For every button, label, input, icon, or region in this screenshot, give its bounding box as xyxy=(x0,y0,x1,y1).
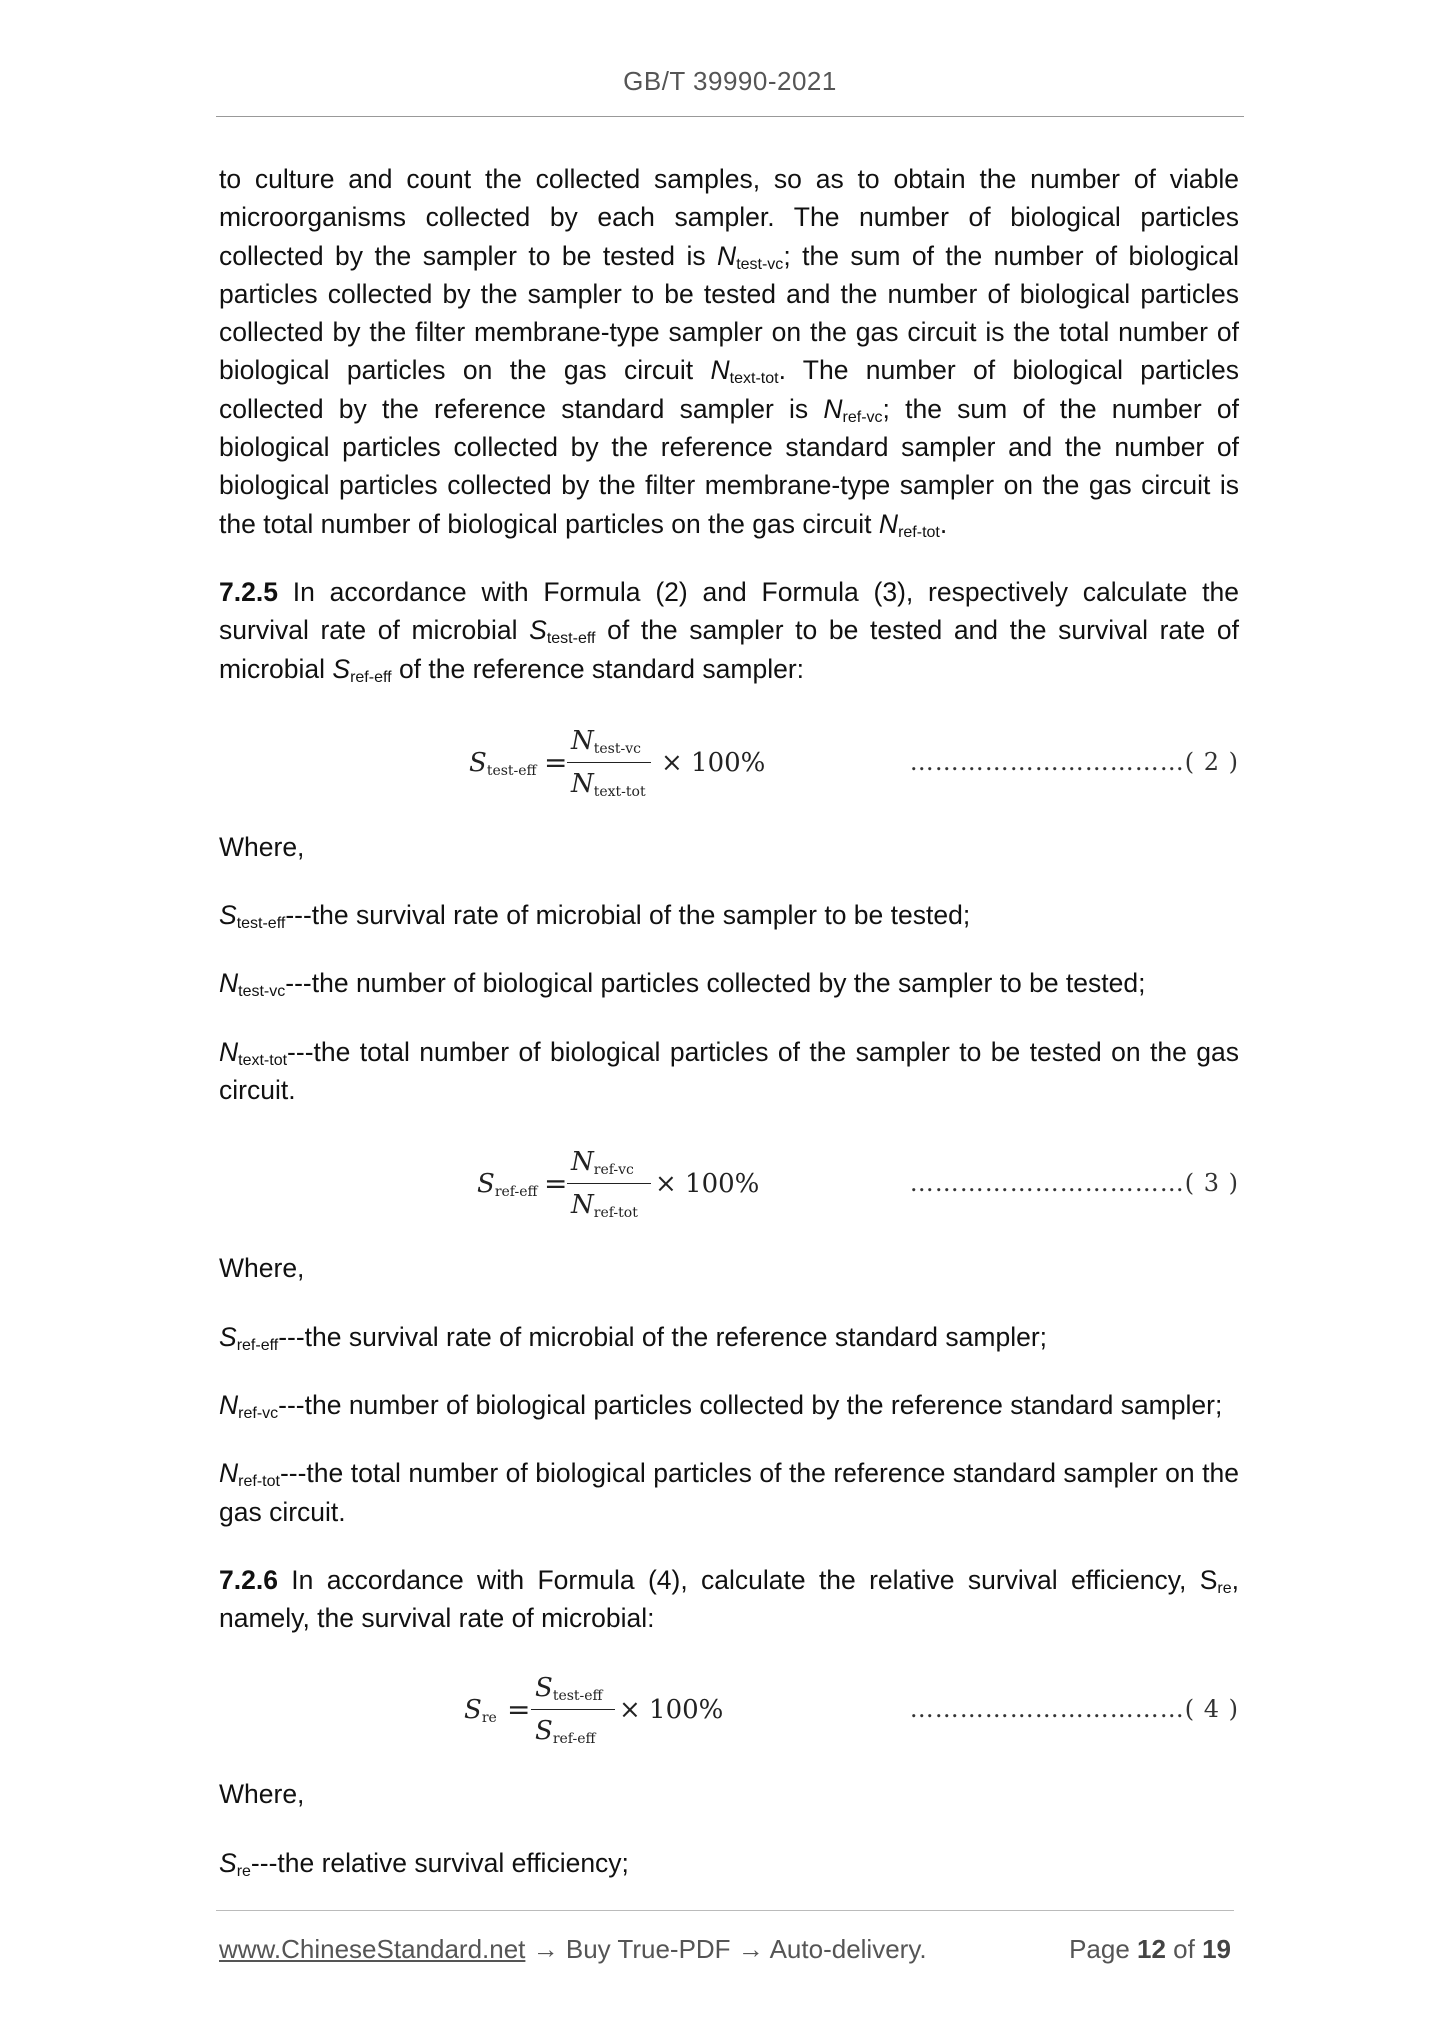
definition-item: $N_{text-tot}--$-the total number of biological particles of the sampler to be tested on the gas circuit. xyxy=(219,1036,1239,1106)
page-indicator: Page 12 of 19 xyxy=(1069,1934,1231,1964)
page-footer xyxy=(219,1934,1231,1965)
formula-number: ……………………………( 2 ) xyxy=(909,747,1239,776)
intro-paragraph: to culture and count the collected samples, so as to obtain the number of viable microorganisms collected by each sampler. The number of biological particles collected by the sampler to be tested is $N_{test-vc}$; the sum of the number of biological particles collected by the sampler to be tested and the number of biological particles collected by the filter membrane-type sampler on the gas circuit is the total number of biological particles on the gas circuit $N_{text-tot}$. The number of biological particles collected by the reference standard sampler is $N_{ref-vc}$; the sum of the number of biological particles collected by the reference standard sampler and the number of biological particles collected by the filter membrane-type sampler on the gas circuit is the total number of biological particles on the gas circuit $N_{ref-tot}$. xyxy=(219,164,1239,541)
fraction: $N_{test-vc}$ $N_{text-tot}$ xyxy=(567,722,651,803)
equals-sign: = xyxy=(544,1167,568,1201)
formula-number: ……………………………( 3 ) xyxy=(909,1169,1239,1198)
arrow-icon: → xyxy=(525,1934,566,1964)
fraction: $S_{test-eff}$ $S_{ref-eff}$ xyxy=(531,1669,615,1750)
fraction-bar xyxy=(531,1709,615,1710)
where-label: Where, xyxy=(219,1779,305,1810)
definition-item: $S_{test-eff}--$-the survival rate of microbial of the sampler to be tested; xyxy=(219,900,971,933)
formula-lhs: $S_{re}$ xyxy=(464,1695,497,1727)
definition-item: $N_{test-vc}--$-the number of biological particles collected by the sampler to be tested; xyxy=(219,968,1146,1001)
clause-7-2-6: 7.2.6 In accordance with Formula (4), calculate the relative survival efficiency, $S_{re}$, namely, the survival rate of microbial: xyxy=(219,1564,1239,1634)
formula-lhs: $S_{test-eff}$ xyxy=(469,747,537,779)
times-100-percent: × 100% xyxy=(619,1695,724,1726)
arrow-icon: → xyxy=(730,1934,770,1964)
fraction-bar xyxy=(567,1183,651,1184)
where-label: Where, xyxy=(219,831,305,862)
page-body xyxy=(219,160,1239,1882)
page-total: 19 xyxy=(1202,1934,1231,1964)
where-label: Where, xyxy=(219,1253,305,1284)
definition-item: $S_{ref-eff}--$-the survival rate of microbial of the reference standard sampler; xyxy=(219,1321,1048,1354)
times-100-percent: × 100% xyxy=(661,747,766,778)
clause-number: 7.2.6 xyxy=(219,1564,278,1595)
buy-pdf-text: Buy True-PDF xyxy=(565,1934,731,1964)
formula-4 xyxy=(219,1669,1239,1755)
equals-sign: = xyxy=(544,745,568,779)
clause-7-2-5: 7.2.5 In accordance with Formula (2) and Formula (3), respectively calculate the survival rate of microbial $S_{test-eff}$ of the sampler to be tested and the survival rate of microbial $S_{ref-eff}$ of the reference standard sampler: xyxy=(219,576,1239,686)
footer-divider xyxy=(216,1910,1234,1911)
definition-item: $S_{re}--$-the relative survival efficiency; xyxy=(219,1847,629,1880)
definition-item: $N_{ref-tot}--$-the total number of biological particles of the reference standard sampler on the gas circuit. xyxy=(219,1458,1239,1527)
fraction-bar xyxy=(567,762,651,763)
formula-3 xyxy=(219,1143,1239,1229)
document-header: GB/T 39990-2021 xyxy=(623,66,837,96)
definition-item: $N_{ref-vc}--$-the number of biological particles collected by the reference standard sampler; xyxy=(219,1389,1223,1422)
header-divider xyxy=(216,116,1244,117)
fraction: $N_{ref-vc}$ $N_{ref-tot}$ xyxy=(567,1143,651,1224)
times-100-percent: × 100% xyxy=(655,1169,760,1200)
website-link[interactable]: www.ChineseStandard.net xyxy=(219,1934,526,1964)
auto-delivery-text: Auto-delivery. xyxy=(769,1934,927,1964)
equals-sign: = xyxy=(507,1693,531,1727)
formula-2 xyxy=(219,722,1239,808)
formula-number: ……………………………( 4 ) xyxy=(909,1695,1239,1724)
page-number: 12 xyxy=(1137,1934,1166,1964)
clause-number: 7.2.5 xyxy=(219,576,278,607)
formula-lhs: $S_{ref-eff}$ xyxy=(477,1169,538,1201)
